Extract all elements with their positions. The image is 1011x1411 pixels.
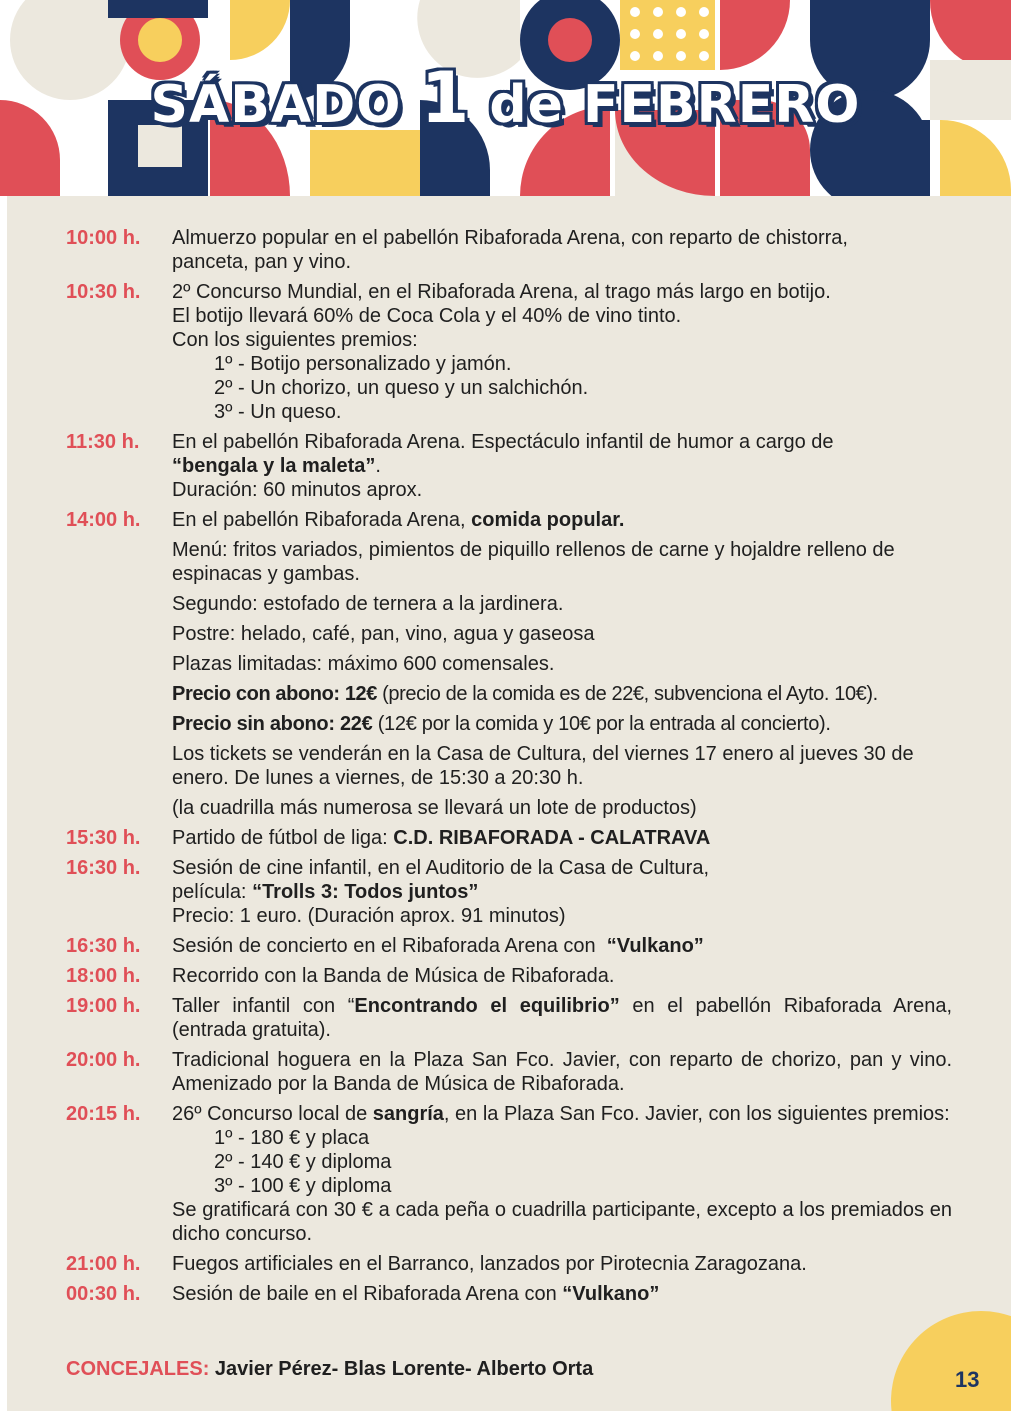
event-description [172,508,952,820]
event-highlight: “bengala y la maleta” [172,455,376,477]
event-description [172,280,952,424]
event-line: panceta, pan y vino. [172,251,352,273]
title-day: SÁBADO [150,75,402,135]
event-time: 15:30 h. [66,827,141,849]
prize-item: 3º - Un queso. [214,401,342,423]
segundo-text: Segundo: estofado de ternera a la jardinera. [172,593,564,615]
event-text: Sesión de concierto en el Ribaforada Arena con [172,935,607,957]
prize-item: 3º - 100 € y diploma [214,1175,392,1197]
event-highlight: “Trolls 3: Todos juntos” [252,881,479,903]
event-text: en el pabellón Ribaforada Arena, (entrada gratuita). [172,995,953,1041]
event-line: 2º Concurso Mundial, en el Ribaforada Arena, al trago más largo en botijo. [172,281,831,303]
event-line: Con los siguientes premios: [172,329,418,351]
price-with-pass [172,682,952,706]
price-label: Precio con abono: 12€ [172,683,377,705]
schedule-row [7,1252,1011,1276]
prize-item: 2º - Un chorizo, un queso y un salchichón. [214,377,589,399]
event-time: 10:00 h. [66,227,141,249]
prize-item: 1º - 180 € y placa [214,1127,370,1149]
event-line: Sesión de cine infantil, en el Auditorio de la Casa de Cultura, [172,857,710,879]
event-time: 14:00 h. [66,509,141,531]
schedule-row [7,826,1011,850]
page-number: 13 [955,1367,980,1392]
event-time: 20:00 h. [66,1049,141,1071]
event-highlight: sangría [372,1103,444,1125]
event-time: 00:30 h. [66,1283,141,1305]
event-description: Recorrido con la Banda de Música de Ribaforada. [172,965,615,987]
schedule-row [7,280,1011,424]
event-text: Partido de fútbol de liga: [172,827,394,849]
price-label: Precio sin abono: 22€ [172,713,373,735]
event-line: El botijo llevará 60% de Coca Cola y el 40% de vino tinto. [172,305,682,327]
event-description [172,826,952,850]
event-description: Tradicional hoguera en la Plaza San Fco. Javier, con reparto de chorizo, pan y vino. Amenizado por la Banda de Música de Ribaforada. [172,1049,969,1095]
footer-label: CONCEJALES: [66,1358,210,1380]
schedule-list [7,226,1011,1312]
price-detail: (12€ por la comida y 10€ por la entrada al concierto). [372,713,831,735]
schedule-row [7,508,1011,820]
title-number: 1 [420,57,471,139]
postre-text: Postre: helado, café, pan, vino, agua y gaseosa [172,623,595,645]
schedule-row [7,226,1011,274]
event-description [172,934,952,958]
page-title [0,57,1011,139]
event-time: 16:30 h. [66,935,141,957]
page-corner-shape [891,1311,1011,1411]
event-highlight: “Vulkano” [606,935,704,957]
event-time: 11:30 h. [66,431,140,453]
event-line [172,508,952,532]
event-line: Almuerzo popular en el pabellón Ribaforada Arena, con reparto de chistorra, [172,227,848,249]
schedule-row [7,934,1011,958]
footer-names: Javier Pérez- Blas Lorente- Alberto Orta [209,1358,594,1380]
prize-item: 2º - 140 € y diploma [214,1151,392,1173]
event-time: 10:30 h. [66,281,141,303]
event-text: película: [172,881,253,903]
prize-item: 1º - Botijo personalizado y jamón. [214,353,512,375]
cuadrilla-text: (la cuadrilla más numerosa se llevará un lote de productos) [172,797,697,819]
event-time: 19:00 h. [66,995,141,1017]
schedule-panel [7,196,1011,1411]
event-highlight: “Vulkano” [562,1283,660,1305]
event-description [172,430,952,502]
schedule-row [7,856,1011,928]
event-time: 20:15 h. [66,1103,141,1125]
event-line: En el pabellón Ribaforada Arena. Espectáculo infantil de humor a cargo de [172,431,834,453]
event-note: Se gratificará con 30 € a cada peña o cuadrilla participante, excepto a los premiados en dicho concurso. [172,1199,952,1245]
event-description [172,226,952,274]
price-without-pass [172,712,952,736]
event-time: 18:00 h. [66,965,141,987]
footer-credits [66,1358,593,1381]
event-time: 16:30 h. [66,857,141,879]
schedule-row [7,994,1011,1042]
event-description [172,994,952,1042]
event-line [172,1102,952,1126]
header-banner [0,0,1011,196]
event-line: Precio: 1 euro. (Duración aprox. 91 minutos) [172,905,566,927]
event-highlight: Encontrando el equilibrio” [354,995,620,1017]
event-time: 21:00 h. [66,1253,141,1275]
schedule-row [7,964,1011,988]
schedule-row [7,430,1011,502]
menu-text: Menú: fritos variados, pimientos de piquillo rellenos de carne y hojaldre relleno de espinacas y gambas. [172,539,895,585]
event-description [172,1282,952,1306]
event-text: . [375,455,381,477]
event-text: Taller infantil con “ [172,995,355,1017]
event-line [172,880,952,904]
plazas-text: Plazas limitadas: máximo 600 comensales. [172,653,555,675]
schedule-row [7,1102,1011,1246]
event-highlight: comida popular. [471,509,625,531]
price-detail: (precio de la comida es de 22€, subvenciona el Ayto. 10€). [377,683,878,705]
event-description: Fuegos artificiales en el Barranco, lanzados por Pirotecnia Zaragozana. [172,1253,807,1275]
schedule-row [7,1282,1011,1306]
event-description [172,856,952,928]
event-line [172,454,952,478]
tickets-text: Los tickets se venderán en la Casa de Cultura, del viernes 17 enero al jueves 30 de enero. De lunes a viernes, de 15:30 a 20:30 h. [172,743,914,789]
event-text: Sesión de baile en el Ribaforada Arena con [172,1283,563,1305]
event-description [172,1102,952,1246]
event-highlight: C.D. RIBAFORADA - CALATRAVA [393,827,711,849]
event-text: 26º Concurso local de [172,1103,373,1125]
schedule-row [7,1048,1011,1096]
event-line: Duración: 60 minutos aprox. [172,479,423,501]
title-month: de FEBRERO [489,75,861,135]
event-text: En el pabellón Ribaforada Arena, [172,509,472,531]
event-text: , en la Plaza San Fco. Javier, con los siguientes premios: [443,1103,950,1125]
